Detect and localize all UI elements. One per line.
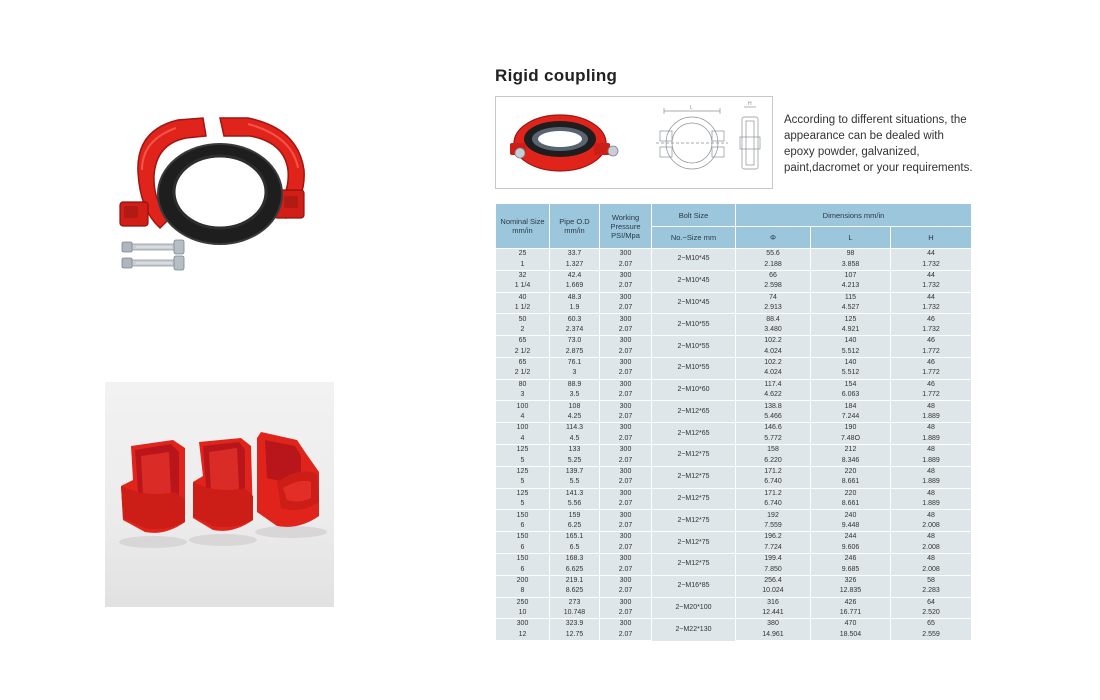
- dim-l-in-cell: 6.063: [811, 390, 891, 401]
- dim-h-in-cell: 2.283: [891, 586, 972, 597]
- nominal-size-in-cell: 3: [496, 390, 550, 401]
- pipe-od-mm-cell: 219.1: [550, 575, 600, 586]
- dim-h-in-cell: 1.889: [891, 455, 972, 466]
- dim-h-mm-cell: 48: [891, 488, 972, 499]
- front-view-drawing: [656, 108, 728, 169]
- nominal-size-in-cell: 6: [496, 521, 550, 532]
- dim-l-in-cell: 5.512: [811, 347, 891, 358]
- nominal-size-in-cell: 1 1/4: [496, 281, 550, 292]
- table-row: [496, 488, 972, 499]
- dim-h-in-cell: 1.889: [891, 412, 972, 423]
- nominal-size-in-cell: 8: [496, 586, 550, 597]
- bolt-size-cell: 2~M12*75: [652, 532, 736, 554]
- dim-h-in-cell: 1.732: [891, 325, 972, 336]
- dim-h-in-cell: 1.889: [891, 477, 972, 488]
- dim-phi-in-cell: 6.220: [736, 455, 811, 466]
- dim-h-in-cell: 1.772: [891, 368, 972, 379]
- dim-h-mm-cell: 48: [891, 532, 972, 543]
- dim-phi-mm-cell: 74: [736, 292, 811, 303]
- table-row: [496, 510, 972, 521]
- pressure-mpa-cell: 2.07: [600, 586, 652, 597]
- pipe-od-in-cell: 4.5: [550, 434, 600, 445]
- bolt-size-cell: 2~M10*45: [652, 292, 736, 314]
- dim-h-in-cell: 2.008: [891, 543, 972, 554]
- pressure-mpa-cell: 2.07: [600, 281, 652, 292]
- nominal-size-mm-cell: 65: [496, 336, 550, 347]
- bolt-size-cell: 2~M12*75: [652, 488, 736, 510]
- dim-l-mm-cell: 220: [811, 488, 891, 499]
- dim-h-mm-cell: 46: [891, 379, 972, 390]
- dim-l-mm-cell: 240: [811, 510, 891, 521]
- bolt-size-cell: 2~M12*75: [652, 466, 736, 488]
- dim-phi-in-cell: 2.598: [736, 281, 811, 292]
- dim-l-in-cell: 9.448: [811, 521, 891, 532]
- dim-l-in-cell: 3.858: [811, 259, 891, 270]
- table-row: [496, 423, 972, 434]
- dim-phi-mm-cell: 102.2: [736, 357, 811, 368]
- coupling-exploded-photo: [108, 110, 328, 285]
- nominal-size-mm-cell: 65: [496, 357, 550, 368]
- header-bolt-size: Bolt Size: [652, 204, 736, 227]
- dim-h-in-cell: 1.889: [891, 434, 972, 445]
- bolts-and-nuts: [122, 240, 184, 270]
- nominal-size-mm-cell: 125: [496, 445, 550, 456]
- pressure-mpa-cell: 2.07: [600, 303, 652, 314]
- dim-l-mm-cell: 426: [811, 597, 891, 608]
- bolt-size-cell: 2~M10*55: [652, 314, 736, 336]
- dim-l-mm-cell: 115: [811, 292, 891, 303]
- pipe-od-mm-cell: 323.9: [550, 619, 600, 630]
- pipe-od-in-cell: 2.875: [550, 347, 600, 358]
- dim-h-mm-cell: 48: [891, 466, 972, 477]
- svg-text:H: H: [748, 101, 752, 107]
- page-title: Rigid coupling: [495, 66, 618, 85]
- side-view-drawing: [740, 107, 760, 169]
- dim-l-in-cell: 5.512: [811, 368, 891, 379]
- dim-l-in-cell: 7.244: [811, 412, 891, 423]
- pressure-psi-cell: 300: [600, 423, 652, 434]
- spec-table: [495, 203, 972, 641]
- dim-phi-in-cell: 7.850: [736, 564, 811, 575]
- pressure-mpa-cell: 2.07: [600, 368, 652, 379]
- nominal-size-mm-cell: 125: [496, 466, 550, 477]
- table-row: [496, 270, 972, 281]
- pipe-od-in-cell: 6.625: [550, 564, 600, 575]
- header-dim-h: H: [891, 227, 972, 249]
- bolt-size-cell: 2~M10*45: [652, 270, 736, 292]
- bolt-size-cell: 2~M12*75: [652, 445, 736, 467]
- nominal-size-mm-cell: 32: [496, 270, 550, 281]
- nominal-size-mm-cell: 50: [496, 314, 550, 325]
- dim-h-mm-cell: 44: [891, 292, 972, 303]
- dim-l-mm-cell: 98: [811, 249, 891, 260]
- dim-l-mm-cell: 470: [811, 619, 891, 630]
- pipe-od-mm-cell: 165.1: [550, 532, 600, 543]
- dim-l-mm-cell: 246: [811, 553, 891, 564]
- pipe-od-in-cell: 5.25: [550, 455, 600, 466]
- dim-l-mm-cell: 190: [811, 423, 891, 434]
- bolt-size-cell: 2~M22*130: [652, 619, 736, 641]
- nominal-size-in-cell: 2 1/2: [496, 368, 550, 379]
- dim-l-in-cell: 8.661: [811, 499, 891, 510]
- pressure-psi-cell: 300: [600, 575, 652, 586]
- dim-phi-mm-cell: 138.8: [736, 401, 811, 412]
- pipe-od-in-cell: 3.5: [550, 390, 600, 401]
- assembled-coupling-render: [510, 115, 618, 171]
- pipe-od-mm-cell: 114.3: [550, 423, 600, 434]
- dim-phi-in-cell: 2.913: [736, 303, 811, 314]
- bolt-size-cell: 2~M10*45: [652, 249, 736, 271]
- nominal-size-mm-cell: 25: [496, 249, 550, 260]
- nominal-size-mm-cell: 200: [496, 575, 550, 586]
- pressure-mpa-cell: 2.07: [600, 325, 652, 336]
- header-bolt-sub: No.~Size mm: [652, 227, 736, 249]
- table-row: [496, 619, 972, 630]
- dim-l-in-cell: 8.661: [811, 477, 891, 488]
- pipe-od-in-cell: 3: [550, 368, 600, 379]
- dim-l-mm-cell: 107: [811, 270, 891, 281]
- table-row: [496, 466, 972, 477]
- dim-l-mm-cell: 140: [811, 336, 891, 347]
- nominal-size-mm-cell: 80: [496, 379, 550, 390]
- pressure-mpa-cell: 2.07: [600, 521, 652, 532]
- nominal-size-in-cell: 1: [496, 259, 550, 270]
- nominal-size-in-cell: 6: [496, 543, 550, 554]
- pipe-od-in-cell: 10.748: [550, 608, 600, 619]
- bolt-size-cell: 2~M12*65: [652, 423, 736, 445]
- pressure-psi-cell: 300: [600, 314, 652, 325]
- dim-l-in-cell: 16.771: [811, 608, 891, 619]
- dim-h-in-cell: 1.732: [891, 303, 972, 314]
- header-pipe-od: Pipe O.D mm/in: [550, 204, 600, 249]
- pressure-mpa-cell: 2.07: [600, 608, 652, 619]
- nominal-size-in-cell: 1 1/2: [496, 303, 550, 314]
- nominal-size-in-cell: 2 1/2: [496, 347, 550, 358]
- nominal-size-in-cell: 5: [496, 499, 550, 510]
- bolt-size-cell: 2~M12*75: [652, 510, 736, 532]
- nominal-size-mm-cell: 150: [496, 553, 550, 564]
- table-row: [496, 292, 972, 303]
- nominal-size-mm-cell: 100: [496, 401, 550, 412]
- pressure-psi-cell: 300: [600, 357, 652, 368]
- dim-phi-mm-cell: 158: [736, 445, 811, 456]
- nominal-size-mm-cell: 250: [496, 597, 550, 608]
- dim-h-mm-cell: 44: [891, 270, 972, 281]
- product-diagram-box: [495, 96, 773, 189]
- dim-h-mm-cell: 48: [891, 553, 972, 564]
- pipe-od-in-cell: 12.75: [550, 630, 600, 641]
- pressure-mpa-cell: 2.07: [600, 259, 652, 270]
- dim-l-mm-cell: 326: [811, 575, 891, 586]
- dim-l-mm-cell: 154: [811, 379, 891, 390]
- dim-h-mm-cell: 64: [891, 597, 972, 608]
- dim-h-in-cell: 2.520: [891, 608, 972, 619]
- dim-l-in-cell: 12.835: [811, 586, 891, 597]
- header-dim-l: L: [811, 227, 891, 249]
- pressure-psi-cell: 300: [600, 466, 652, 477]
- table-row: [496, 445, 972, 456]
- dim-phi-in-cell: 6.740: [736, 499, 811, 510]
- table-row: [496, 532, 972, 543]
- dim-phi-mm-cell: 117.4: [736, 379, 811, 390]
- housing-segments-illustration: [105, 382, 334, 607]
- dim-h-mm-cell: 65: [891, 619, 972, 630]
- dim-h-mm-cell: 48: [891, 423, 972, 434]
- dim-phi-mm-cell: 171.2: [736, 488, 811, 499]
- dim-phi-in-cell: 10.024: [736, 586, 811, 597]
- pipe-od-in-cell: 1.669: [550, 281, 600, 292]
- dim-h-mm-cell: 46: [891, 314, 972, 325]
- pressure-mpa-cell: 2.07: [600, 630, 652, 641]
- bolt-size-cell: 2~M20*100: [652, 597, 736, 619]
- dim-h-in-cell: 2.008: [891, 521, 972, 532]
- dim-l-in-cell: 9.685: [811, 564, 891, 575]
- pipe-od-mm-cell: 273: [550, 597, 600, 608]
- dim-phi-in-cell: 4.024: [736, 368, 811, 379]
- pipe-od-mm-cell: 48.3: [550, 292, 600, 303]
- dim-l-in-cell: 4.921: [811, 325, 891, 336]
- dim-h-mm-cell: 48: [891, 510, 972, 521]
- dim-h-mm-cell: 46: [891, 357, 972, 368]
- dim-phi-in-cell: 5.772: [736, 434, 811, 445]
- dim-phi-mm-cell: 256.4: [736, 575, 811, 586]
- dim-l-mm-cell: 184: [811, 401, 891, 412]
- dim-h-mm-cell: 46: [891, 336, 972, 347]
- dim-phi-in-cell: 5.466: [736, 412, 811, 423]
- dim-h-in-cell: 2.008: [891, 564, 972, 575]
- housing-segments-photo: [105, 382, 334, 607]
- dim-h-in-cell: 1.889: [891, 499, 972, 510]
- finish-description: According to different situations, the appearance can be dealed with epoxy powder, galvanized, paint,dacromet or your requirements.: [784, 114, 973, 174]
- table-row: [496, 336, 972, 347]
- svg-text:L: L: [690, 105, 693, 111]
- pipe-od-in-cell: 8.625: [550, 586, 600, 597]
- pipe-od-mm-cell: 139.7: [550, 466, 600, 477]
- dim-phi-mm-cell: 88.4: [736, 314, 811, 325]
- table-row: [496, 357, 972, 368]
- dim-phi-mm-cell: 171.2: [736, 466, 811, 477]
- dim-h-mm-cell: 48: [891, 445, 972, 456]
- pipe-od-mm-cell: 133: [550, 445, 600, 456]
- nominal-size-mm-cell: 300: [496, 619, 550, 630]
- pressure-psi-cell: 300: [600, 379, 652, 390]
- dim-l-in-cell: 9.606: [811, 543, 891, 554]
- dim-phi-mm-cell: 199.4: [736, 553, 811, 564]
- coupling-diagram: [496, 97, 772, 188]
- header-dimensions: Dimensions mm/in: [736, 204, 972, 227]
- pipe-od-in-cell: 1.9: [550, 303, 600, 314]
- pipe-od-in-cell: 6.25: [550, 521, 600, 532]
- dim-l-mm-cell: 125: [811, 314, 891, 325]
- dim-l-in-cell: 7.48O: [811, 434, 891, 445]
- nominal-size-in-cell: 5: [496, 477, 550, 488]
- pressure-mpa-cell: 2.07: [600, 564, 652, 575]
- dim-h-mm-cell: 44: [891, 249, 972, 260]
- pipe-od-mm-cell: 42.4: [550, 270, 600, 281]
- bolt-size-cell: 2~M12*75: [652, 553, 736, 575]
- pressure-mpa-cell: 2.07: [600, 543, 652, 554]
- pipe-od-mm-cell: 159: [550, 510, 600, 521]
- pipe-od-mm-cell: 60.3: [550, 314, 600, 325]
- table-row: [496, 401, 972, 412]
- pipe-od-mm-cell: 108: [550, 401, 600, 412]
- dim-l-in-cell: 4.213: [811, 281, 891, 292]
- dim-phi-in-cell: 7.724: [736, 543, 811, 554]
- table-row: [496, 575, 972, 586]
- nominal-size-in-cell: 4: [496, 434, 550, 445]
- pressure-psi-cell: 300: [600, 445, 652, 456]
- dim-phi-mm-cell: 380: [736, 619, 811, 630]
- nominal-size-mm-cell: 150: [496, 532, 550, 543]
- dim-l-in-cell: 8.346: [811, 455, 891, 466]
- dim-l-mm-cell: 140: [811, 357, 891, 368]
- pressure-psi-cell: 300: [600, 488, 652, 499]
- dim-h-in-cell: 1.772: [891, 347, 972, 358]
- nominal-size-in-cell: 10: [496, 608, 550, 619]
- header-nominal-size: Nominal Size mm/in: [496, 204, 550, 249]
- pipe-od-mm-cell: 141.3: [550, 488, 600, 499]
- dim-phi-mm-cell: 146.6: [736, 423, 811, 434]
- nominal-size-in-cell: 5: [496, 455, 550, 466]
- nominal-size-in-cell: 12: [496, 630, 550, 641]
- pressure-mpa-cell: 2.07: [600, 455, 652, 466]
- dim-h-in-cell: 2.559: [891, 630, 972, 641]
- header-dim-phi: Φ: [736, 227, 811, 249]
- pipe-od-in-cell: 5.5: [550, 477, 600, 488]
- spec-table-body: [496, 249, 972, 641]
- dim-phi-mm-cell: 196.2: [736, 532, 811, 543]
- dim-h-in-cell: 1.732: [891, 281, 972, 292]
- pipe-od-in-cell: 1.327: [550, 259, 600, 270]
- pipe-od-mm-cell: 88.9: [550, 379, 600, 390]
- dim-l-mm-cell: 220: [811, 466, 891, 477]
- pressure-mpa-cell: 2.07: [600, 434, 652, 445]
- bolt-size-cell: 2~M16*85: [652, 575, 736, 597]
- dim-phi-mm-cell: 192: [736, 510, 811, 521]
- housing-segment-3: [257, 432, 319, 527]
- dim-phi-in-cell: 3.480: [736, 325, 811, 336]
- dim-l-mm-cell: 244: [811, 532, 891, 543]
- pressure-mpa-cell: 2.07: [600, 499, 652, 510]
- pressure-mpa-cell: 2.07: [600, 347, 652, 358]
- dim-phi-mm-cell: 55.6: [736, 249, 811, 260]
- pipe-od-mm-cell: 73.0: [550, 336, 600, 347]
- bolt-size-cell: 2~M12*65: [652, 401, 736, 423]
- table-row: [496, 314, 972, 325]
- dim-h-mm-cell: 58: [891, 575, 972, 586]
- dim-phi-in-cell: 12.441: [736, 608, 811, 619]
- pressure-mpa-cell: 2.07: [600, 412, 652, 423]
- nominal-size-in-cell: 2: [496, 325, 550, 336]
- pressure-psi-cell: 300: [600, 249, 652, 260]
- table-row: [496, 379, 972, 390]
- dim-phi-in-cell: 6.740: [736, 477, 811, 488]
- table-row: [496, 553, 972, 564]
- pipe-od-in-cell: 6.5: [550, 543, 600, 554]
- pipe-od-mm-cell: 33.7: [550, 249, 600, 260]
- pressure-psi-cell: 300: [600, 292, 652, 303]
- dim-h-in-cell: 1.772: [891, 390, 972, 401]
- pressure-psi-cell: 300: [600, 336, 652, 347]
- dim-phi-mm-cell: 102.2: [736, 336, 811, 347]
- housing-segment-2: [193, 438, 253, 531]
- nominal-size-mm-cell: 150: [496, 510, 550, 521]
- dim-phi-mm-cell: 66: [736, 270, 811, 281]
- pressure-psi-cell: 300: [600, 401, 652, 412]
- bolt-size-cell: 2~M10*60: [652, 379, 736, 401]
- dim-phi-in-cell: 14.961: [736, 630, 811, 641]
- pressure-psi-cell: 300: [600, 597, 652, 608]
- pipe-od-in-cell: 2.374: [550, 325, 600, 336]
- nominal-size-mm-cell: 100: [496, 423, 550, 434]
- dim-l-mm-cell: 212: [811, 445, 891, 456]
- dim-phi-mm-cell: 316: [736, 597, 811, 608]
- dim-l-in-cell: 4.527: [811, 303, 891, 314]
- nominal-size-in-cell: 4: [496, 412, 550, 423]
- bolt-size-cell: 2~M10*55: [652, 336, 736, 358]
- pressure-psi-cell: 300: [600, 532, 652, 543]
- housing-segment-1: [121, 440, 185, 533]
- pipe-od-mm-cell: 168.3: [550, 553, 600, 564]
- bolt-size-cell: 2~M10*55: [652, 357, 736, 379]
- table-row: [496, 597, 972, 608]
- pressure-psi-cell: 300: [600, 270, 652, 281]
- pressure-mpa-cell: 2.07: [600, 390, 652, 401]
- dim-h-in-cell: 1.732: [891, 259, 972, 270]
- dim-phi-in-cell: 7.559: [736, 521, 811, 532]
- pressure-psi-cell: 300: [600, 553, 652, 564]
- dim-phi-in-cell: 4.024: [736, 347, 811, 358]
- header-working-pressure: Working Pressure PSI/Mpa: [600, 204, 652, 249]
- nominal-size-mm-cell: 125: [496, 488, 550, 499]
- pipe-od-in-cell: 4.25: [550, 412, 600, 423]
- pressure-psi-cell: 300: [600, 619, 652, 630]
- pressure-mpa-cell: 2.07: [600, 477, 652, 488]
- table-row: [496, 249, 972, 260]
- nominal-size-mm-cell: 40: [496, 292, 550, 303]
- dim-h-mm-cell: 48: [891, 401, 972, 412]
- dim-phi-in-cell: 4.622: [736, 390, 811, 401]
- pipe-od-mm-cell: 76.1: [550, 357, 600, 368]
- dim-phi-in-cell: 2.188: [736, 259, 811, 270]
- dim-l-in-cell: 18.504: [811, 630, 891, 641]
- pressure-psi-cell: 300: [600, 510, 652, 521]
- pipe-od-in-cell: 5.56: [550, 499, 600, 510]
- nominal-size-in-cell: 6: [496, 564, 550, 575]
